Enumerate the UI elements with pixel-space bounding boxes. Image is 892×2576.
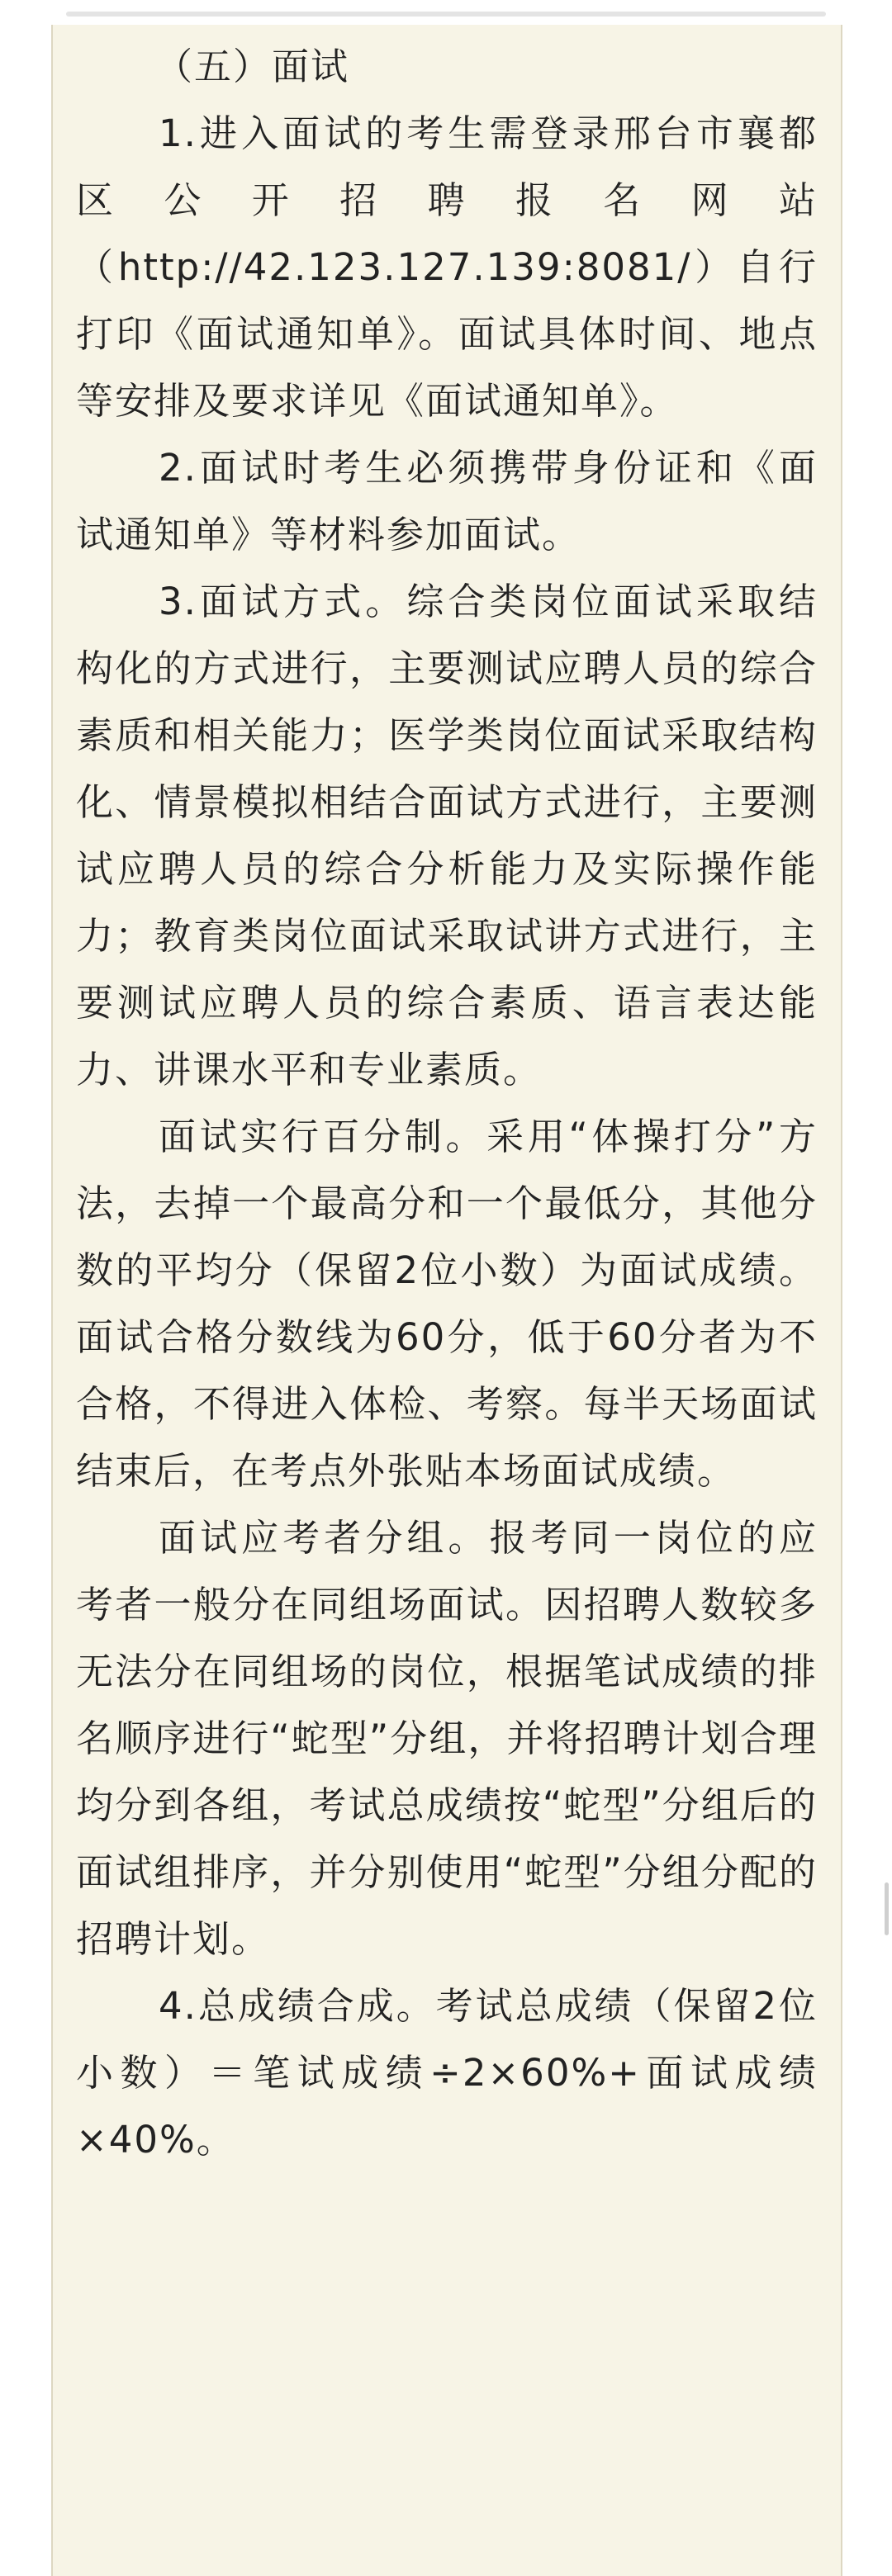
paragraph-interview-documents: 2.面试时考生必须携带身份证和《面试通知单》等材料参加面试。 <box>76 446 818 556</box>
paragraph-total-score: 4.总成绩合成。考试总成绩（保留2位小数）＝笔试成绩÷2×60%+面试成绩×40%。 <box>76 1984 818 2162</box>
scrollbar-thumb[interactable] <box>885 1882 889 1935</box>
paragraph-interview-registration: 1.进入面试的考生需登录邢台市襄都区公开招聘报名网站（http://42.123.127.139:8081/）自行打印《面试通知单》。面试具体时间、地点等安排及要求详见《面试通知单》。 <box>76 111 818 423</box>
paragraph-interview-method: 3.面试方式。综合类岗位面试采取结构化的方式进行，主要测试应聘人员的综合素质和相关能力；医学类岗位面试采取结构化、情景模拟相结合面试方式进行，主要测试应聘人员的综合分析能力及实际操作能力；教育类岗位面试采取试讲方式进行，主要测试应聘人员的综合素质、语言表达能力、讲课水平和专业素质。 <box>76 580 818 1091</box>
article-content <box>76 33 818 2173</box>
top-bar <box>0 0 892 28</box>
top-divider <box>66 12 826 17</box>
section-heading: （五）面试 <box>155 45 350 88</box>
paragraph-candidate-grouping: 面试应考者分组。报考同一岗位的应考者一般分在同组场面试。因招聘人数较多无法分在同组场的岗位，根据笔试成绩的排名顺序进行“蛇型”分组，并将招聘计划合理均分到各组，考试总成绩按“蛇型”分组后的面试组排序，并分别使用“蛇型”分组分配的招聘计划。 <box>76 1516 818 1961</box>
paragraph-scoring-system: 面试实行百分制。采用“体操打分”方法，去掉一个最高分和一个最低分，其他分数的平均分（保留2位小数）为面试成绩。面试合格分数线为60分，低于60分者为不合格，不得进入体检、考察。每半天场面试结束后，在考点外张贴本场面试成绩。 <box>76 1115 818 1493</box>
